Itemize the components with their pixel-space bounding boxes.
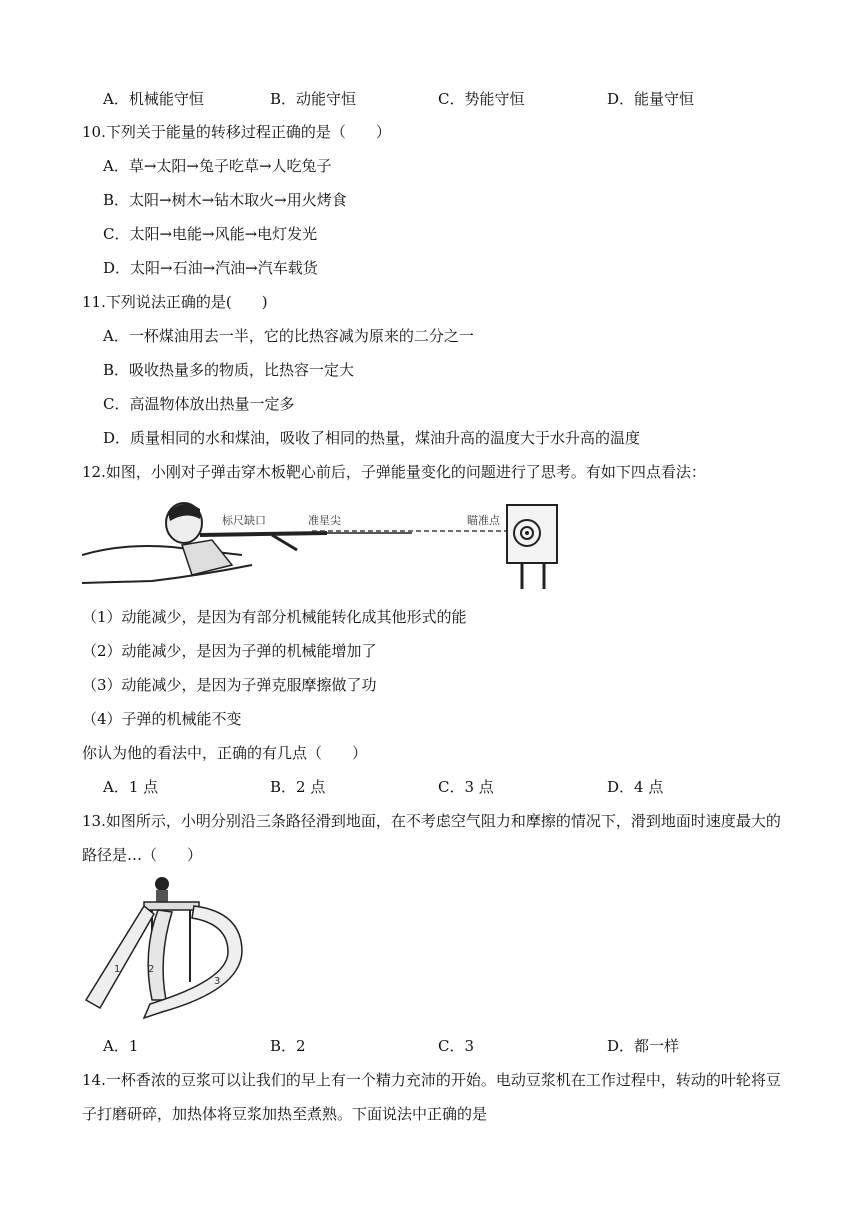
q10-option-d: D．太阳→石油→汽油→汽车载货 (103, 259, 318, 277)
q11-option-a: A．一杯煤油用去一半，它的比热容减为原来的二分之一 (103, 327, 474, 345)
q9-option-c: C．势能守恒 (438, 90, 525, 108)
q12-option-b: B．2 点 (270, 778, 326, 796)
q12-option-d: D．4 点 (607, 778, 664, 796)
q9-option-d: D．能量守恒 (607, 90, 695, 108)
q12-stem: 12.如图，小刚对子弹击穿木板靶心前后，子弹能量变化的问题进行了思考。有如下四点看法： (82, 463, 706, 481)
path-label-2: 2 (148, 964, 155, 975)
q13-option-c: C．3 (438, 1037, 475, 1055)
slide-illustration (82, 872, 247, 1022)
q11-option-d: D．质量相同的水和煤油，吸收了相同的热量，煤油升高的温度大于水升高的温度 (103, 429, 641, 447)
q10-option-a: A．草→太阳→兔子吃草→人吃兔子 (103, 157, 332, 175)
q12-statement-4: （4）子弹的机械能不变 (82, 710, 242, 728)
q12-statement-1: （1）动能减少，是因为有部分机械能转化成其他形式的能 (82, 608, 467, 626)
label-front-sight: 准星尖 (308, 514, 341, 527)
q11-stem: 11.下列说法正确的是( ) (82, 293, 268, 311)
q12-statement-3: （3）动能减少，是因为子弹克服摩擦做了功 (82, 676, 377, 694)
q14-stem-line-2: 子打磨研碎，加热体将豆浆加热至煮熟。下面说法中正确的是 (82, 1105, 488, 1123)
q13-option-d: D．都一样 (607, 1037, 680, 1055)
q9-option-b: B．动能守恒 (270, 90, 357, 108)
shooting-figure (82, 495, 562, 591)
q9-option-a: A．机械能守恒 (103, 90, 204, 108)
q11-option-c: C．高温物体放出热量一定多 (103, 395, 295, 413)
q12-option-c: C．3 点 (438, 778, 494, 796)
q11-option-b: B．吸收热量多的物质，比热容一定大 (103, 361, 355, 379)
q13-option-a: A．1 (103, 1037, 139, 1055)
q13-stem-line-2: 路径是…（ ） (82, 846, 203, 864)
q13-stem-line-1: 13.如图所示，小明分别沿三条路径滑到地面，在不考虑空气阻力和摩擦的情况下，滑到地面时速度最大的 (82, 812, 781, 830)
shooting-illustration (82, 495, 562, 591)
q12-option-a: A．1 点 (103, 778, 159, 796)
path-label-1: 1 (114, 964, 121, 975)
q10-stem: 10.下列关于能量的转移过程正确的是（ ） (82, 123, 391, 141)
q10-option-b: B．太阳→树木→钻木取火→用火烤食 (103, 191, 347, 209)
label-sight-notch: 标尺缺口 (222, 514, 266, 527)
q12-statement-2: （2）动能减少，是因为子弹的机械能增加了 (82, 642, 377, 660)
label-aim-point: 瞄准点 (467, 514, 500, 527)
q13-option-b: B．2 (270, 1037, 306, 1055)
q12-question: 你认为他的看法中，正确的有几点（ ） (82, 744, 368, 762)
q14-stem-line-1: 14.一杯香浓的豆浆可以让我们的早上有一个精力充沛的开始。电动豆浆机在工作过程中，转动的叶轮将豆 (82, 1071, 781, 1089)
path-label-3: 3 (214, 976, 221, 987)
slide-figure (82, 872, 247, 1022)
q10-option-c: C．太阳→电能→风能→电灯发光 (103, 225, 318, 243)
